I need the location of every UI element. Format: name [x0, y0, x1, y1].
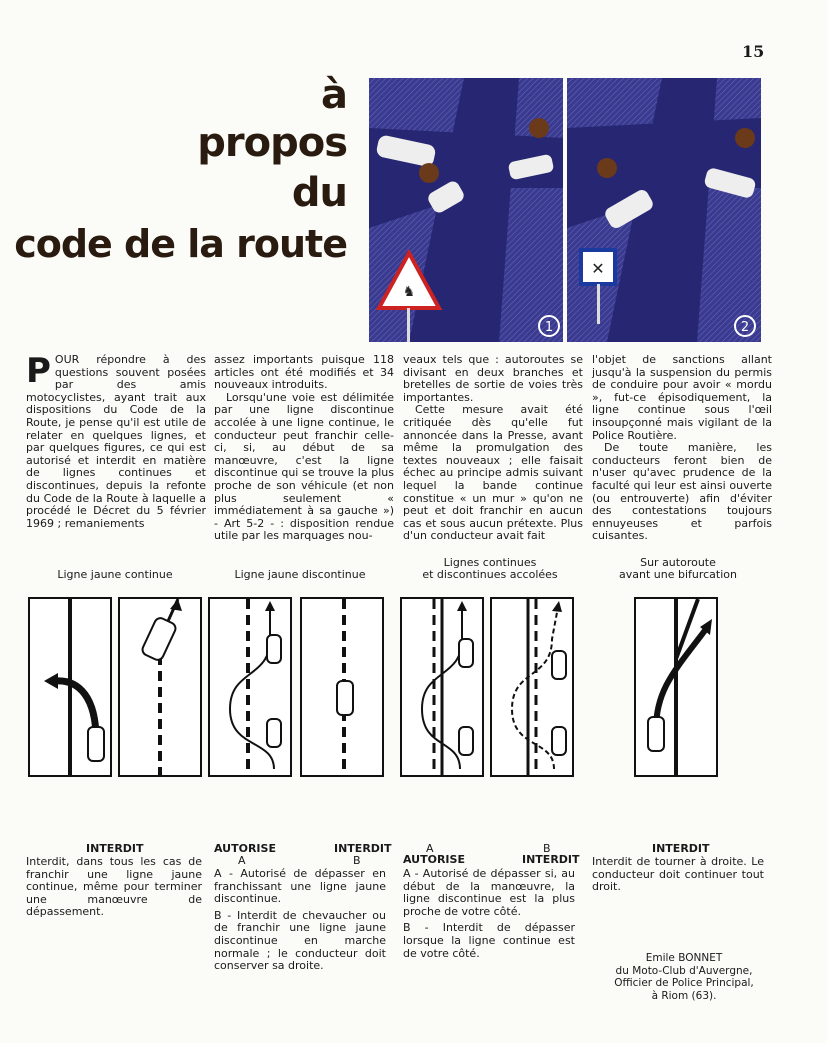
author-club: du Moto-Club d'Auvergne, [615, 964, 753, 977]
intersection-photo-2 [567, 78, 761, 342]
photo-label-2: 2 [740, 320, 750, 335]
paragraph-text: OUR répondre à des questions souvent posées par des amis motocyclistes, ayant trait aux dispositions du Code de la Route, je pense qu'il est utile de relater en quelques lignes, et par quelques figures, ce qui est autorisé et interdit en matière de lignes continues et discontinues, depuis la refonte du Code de la Route à laquelle a procédé le Décret du 5 février 1969 ; remaniements [26, 353, 206, 530]
road-diagram-continuous-a [28, 597, 112, 777]
svg-text:♞: ♞ [402, 284, 416, 300]
explanation-3 [403, 868, 575, 964]
paragraph: Lorsqu'une voie est délimitée par une ligne discontinue accolée à une ligne continue, le conducteur peut franchir celle-ci, si, au début de sa manœuvre, c'est la ligne discontinue qui se trouve la plus proche de son véhicule (et non plus seulement « immédiatement à sa gauche ») - Art 5-2 - : disposition rendue utile par les marquages nou- [214, 390, 394, 543]
author-signature [596, 952, 772, 1002]
title-line-3: du [291, 170, 347, 216]
title-line-1: à [321, 72, 347, 118]
body-column-4 [592, 354, 772, 543]
title-line-4: code de la route [14, 222, 347, 266]
paragraph: veaux tels que : autoroutes se divisant en deux branches et bretelles de sortie de voies très importantes. [403, 353, 583, 404]
author-location: à Riom (63). [651, 989, 717, 1002]
label-interdit-1: INTERDIT [86, 842, 144, 855]
body-column-1 [26, 351, 206, 530]
explanation-text: A - Autorisé de dépasser en franchissant une ligne jaune discontinue. [214, 867, 386, 906]
label-b-3: B [543, 842, 551, 855]
road-diagram-discontinuous-a [208, 597, 292, 777]
label-interdit-3: INTERDIT [522, 853, 580, 866]
paragraph: Cette mesure avait été critiquée dès qu'elle fut annoncée dans la Presse, avant même la promulgation des textes nouveaux ; elle faisait échec au principe admis suivant lequel la bande continue constitue « un mur » qu'on ne peut et doit franchir en aucun cas et sous aucun prétexte. Plus d'un conducteur avait fait [403, 403, 583, 543]
body-column-2 [214, 354, 394, 543]
road-diagram-accolees-b [490, 597, 574, 777]
explanation-text: A - Autorisé de dépasser si, au début de la manœuvre, la ligne discontinue est la plus proche de votre côté. [403, 867, 575, 918]
page-number: 15 [742, 42, 765, 61]
paragraph: assez importants puisque 118 articles ont été modifiés et 34 nouveaux introduits. [214, 353, 394, 392]
label-interdit-2: INTERDIT [334, 842, 392, 855]
body-column-3 [403, 354, 583, 543]
paragraph [26, 351, 206, 530]
label-autorise-3: AUTORISE [403, 853, 465, 866]
caption-continuous: Ligne jaune continue [57, 568, 173, 581]
caption-autoroute-1: Sur autoroute [640, 556, 716, 569]
intersection-photo-1 [369, 78, 563, 342]
paragraph: De toute manière, les conducteurs feront bien de n'user qu'avec prudence de la faculté qui leur est ainsi ouverte (ou entrouverte) afin d'éviter des contestations toujours ennuyeuses et parfois cuisantes. [592, 441, 772, 543]
title-line-2: propos [197, 120, 347, 166]
paragraph: l'objet de sanctions allant jusqu'à la suspension du permis de conduire pour avoir « mordu », fut-ce épisodiquement, la ligne continue sous l'œil insoupçonné mais vigilant de la Police Routière. [592, 353, 772, 442]
caption-discontinuous: Ligne jaune discontinue [234, 568, 366, 581]
explanation-text: B - Interdit de chevaucher ou de franchir une ligne jaune discontinue en marche normale ; le conducteur doit conserver sa droite. [214, 908, 386, 973]
caption-accolees-1: Lignes continues [443, 556, 537, 569]
explanation-text: Interdit, dans tous les cas de franchir une ligne jaune continue, même pour terminer une manœuvre de dépassement. [26, 855, 202, 919]
intersection-illustration-1 [369, 78, 563, 342]
caption-autoroute-2: avant une bifurcation [618, 568, 737, 581]
explanation-2 [214, 868, 386, 977]
photo-label-1: 1 [544, 320, 554, 335]
label-a-2: A [238, 854, 246, 867]
drop-cap: P [26, 351, 51, 391]
explanation-1 [26, 856, 202, 923]
svg-text:✕: ✕ [591, 259, 605, 278]
label-autorise-2: AUTORISE [214, 842, 276, 855]
road-diagram-continuous-b [118, 597, 202, 777]
author-title: Officier de Police Principal, [614, 977, 754, 989]
label-b-2: B [353, 854, 361, 867]
explanation-text: B - Interdit de dépasser lorsque la ligne continue est de votre côté. [403, 921, 575, 960]
label-interdit-4: INTERDIT [652, 842, 710, 855]
explanation-text: Interdit de tourner à droite. Le conducteur doit continuer tout droit. [592, 855, 764, 894]
caption-accolees-2: et discontinues accolées [422, 568, 558, 581]
label-a-3: A [426, 842, 434, 855]
road-diagram-discontinuous-b [300, 597, 384, 777]
explanation-4 [592, 856, 764, 898]
road-diagram-autoroute [634, 597, 718, 777]
road-diagram-accolees-a [400, 597, 484, 777]
intersection-illustration-2 [567, 78, 761, 342]
author-name: Emile BONNET [645, 952, 723, 964]
